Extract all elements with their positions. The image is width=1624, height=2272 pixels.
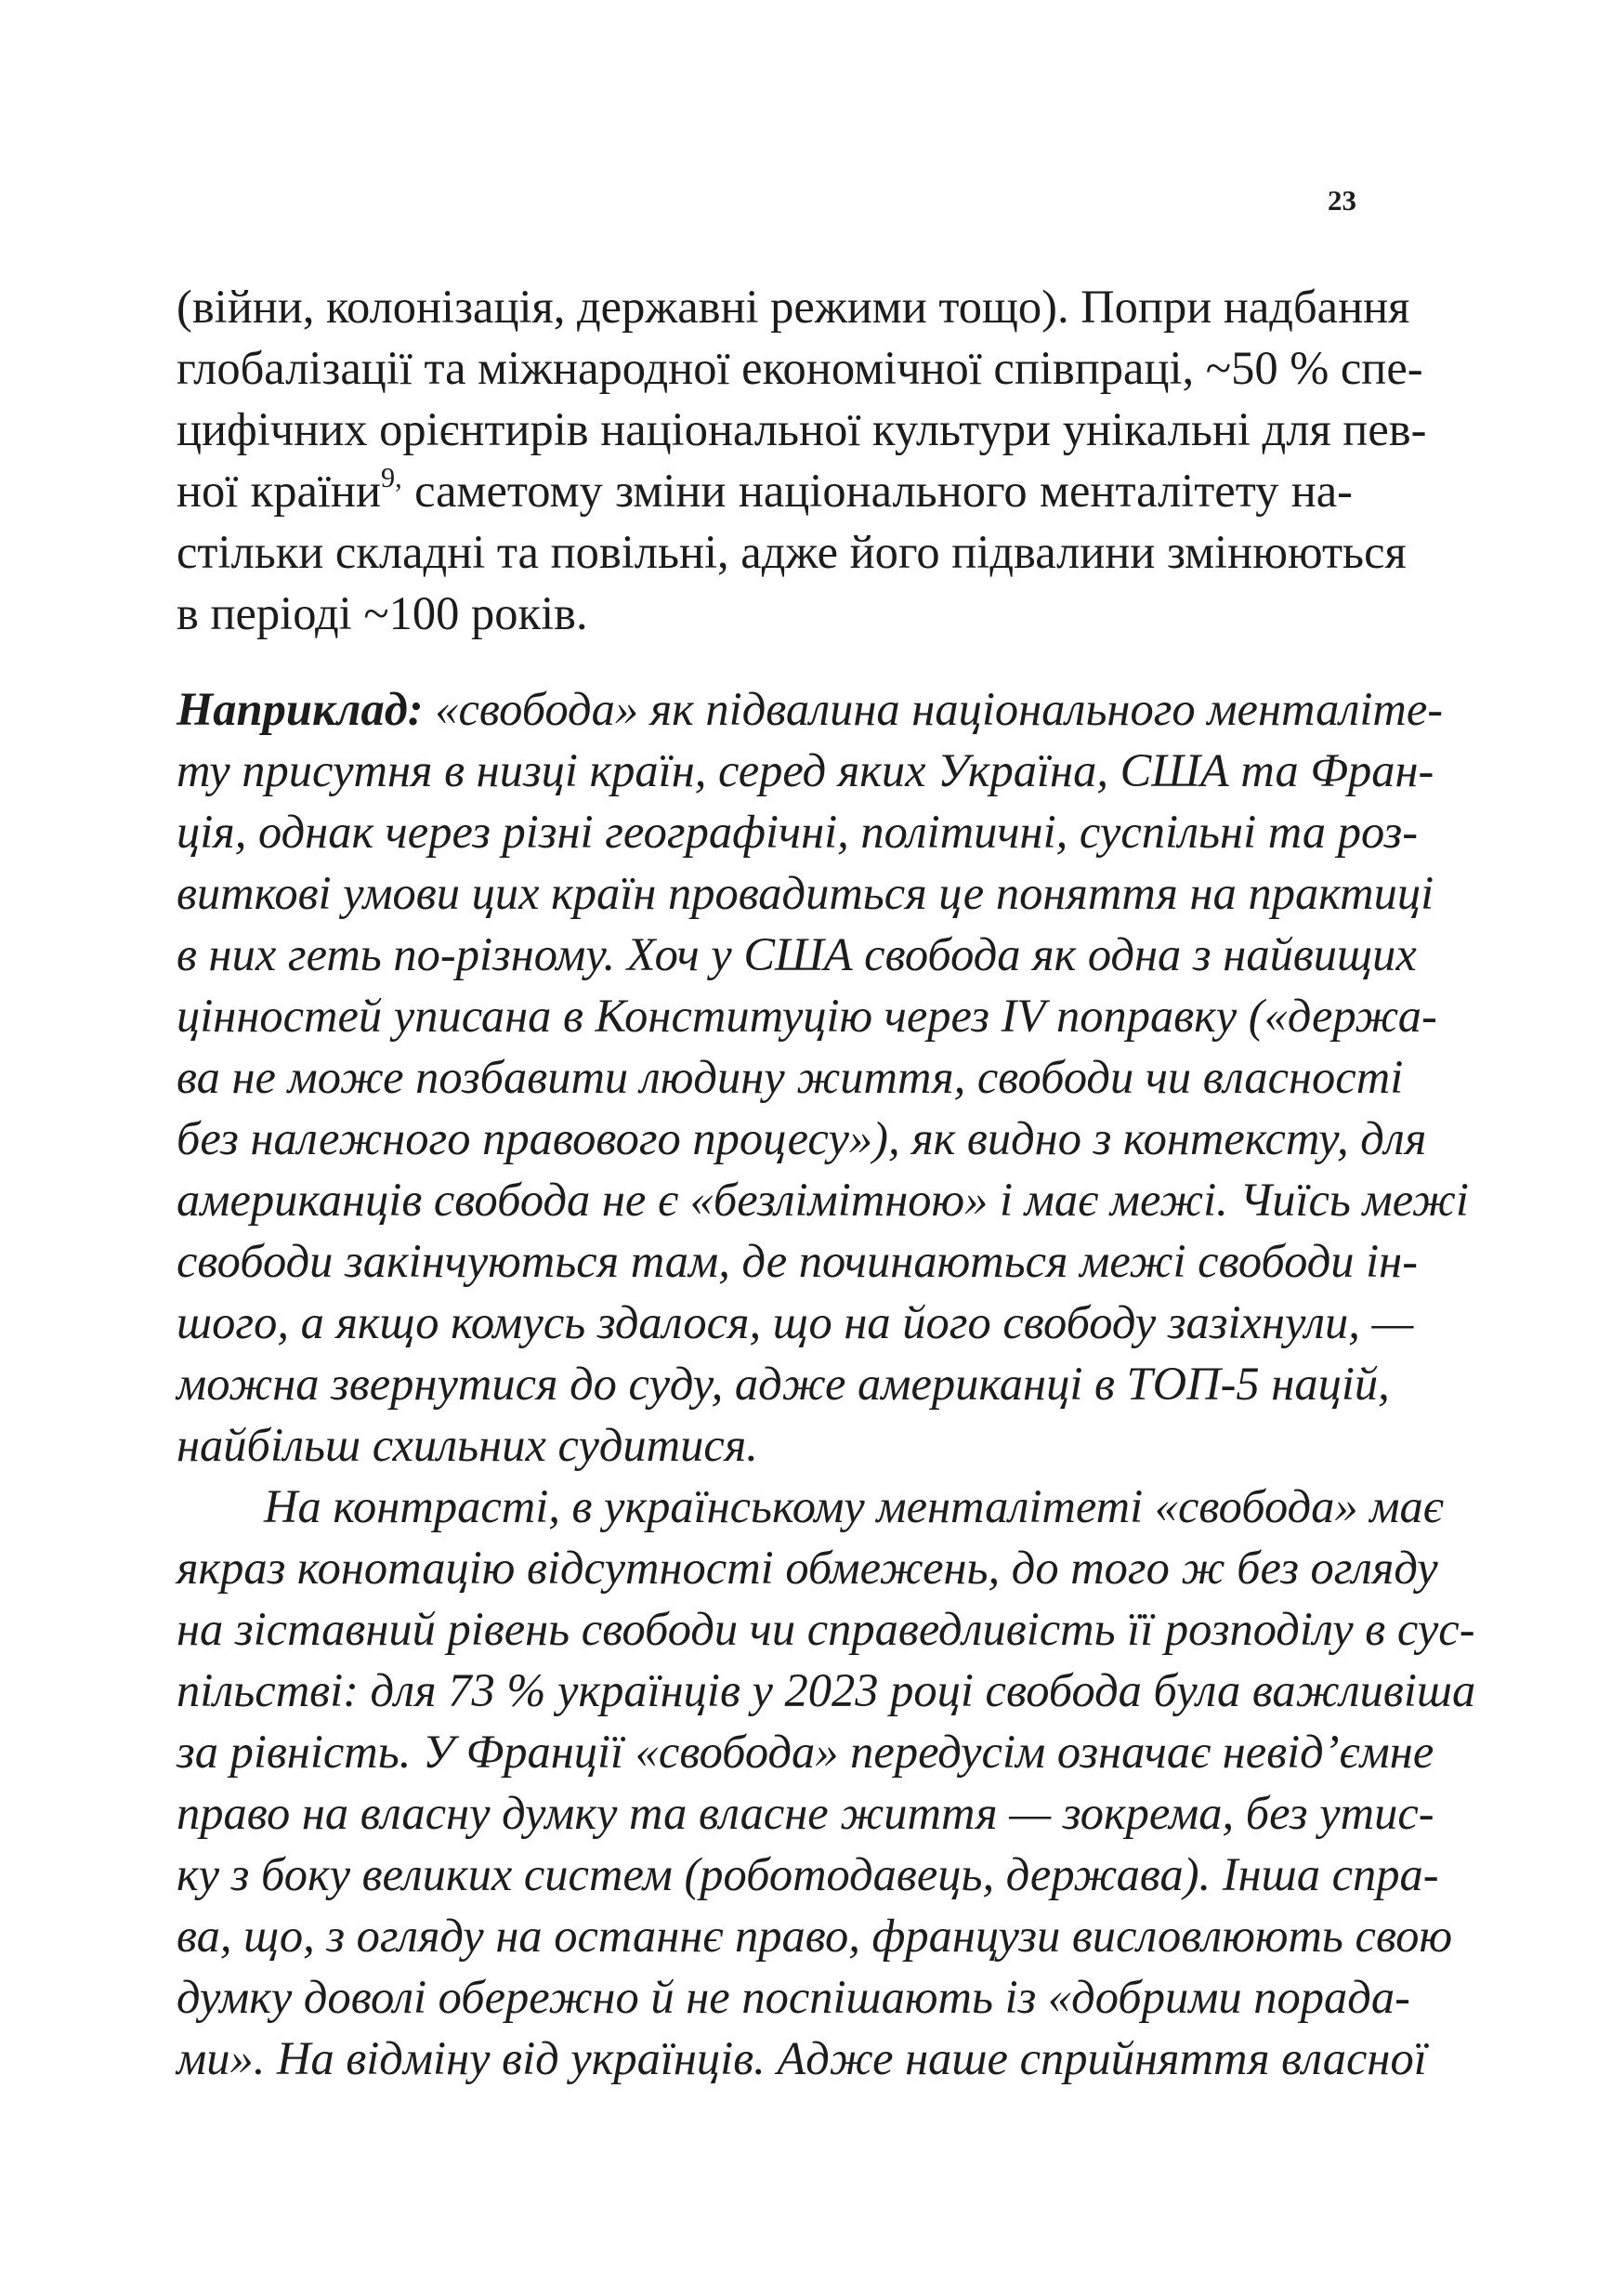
text-line-with-footnote <box>177 460 1353 521</box>
text-line <box>177 678 1444 740</box>
text-line: американців свобода не є «безлімітною» і має межі. Чиїсь межі <box>177 1174 1469 1226</box>
text-line: найбільш схильних судитися. <box>177 1419 758 1471</box>
text-line: ва не може позбавити людину життя, свободи чи власності <box>177 1051 1404 1103</box>
text-line: глобалізації та міжнародної економічної співпраці, ~50 % спе- <box>177 342 1423 394</box>
text-line: якраз конотацію відсутності обмежень, до того ж без огляду <box>177 1542 1438 1594</box>
text-fragment: саметому зміни національного менталітету на- <box>401 465 1353 517</box>
text-line: в них геть по-різному. Хоч у США свобода як одна з найвищих <box>177 928 1417 980</box>
text-line: пільстві: для 73 % українців у 2023 році свобода була важливіша <box>177 1664 1476 1716</box>
text-line: ва, що, з огляду на останнє право, французи висловлюють свою <box>177 1910 1453 1962</box>
text-line: стільки складні та повільні, адже його підвалини змінюються <box>177 526 1407 578</box>
text-line: ми». На відміну від українців. Адже наше сприйняття власної <box>177 2032 1427 2084</box>
text-line: ція, однак через різні географічні, політичні, суспільні та роз- <box>177 806 1419 858</box>
text-line: ту присутня в низці країн, серед яких Україна, США та Фран- <box>177 744 1434 796</box>
example-block <box>177 678 1476 2089</box>
example-label: Наприклад: <box>177 683 424 735</box>
text-line: в періоді ~100 років. <box>177 587 588 639</box>
page-number: 23 <box>1328 184 1356 217</box>
text-line: на зіставний рівень свободи чи справедливість її розподілу в сус- <box>177 1603 1475 1655</box>
text-line: ку з боку великих систем (роботодавець, держава). Інша спра- <box>177 1848 1439 1900</box>
body-paragraph <box>177 276 1427 644</box>
text-line: виткові умови цих країн провадиться це поняття на практиці <box>177 867 1434 919</box>
text-line: думку доволі обережно й не поспішають із «добрими порада- <box>177 1971 1410 2023</box>
text-line: шого, а якщо комусь здалося, що на його свободу зазіхнули, — <box>177 1296 1414 1348</box>
footnote-marker: 9, <box>380 461 402 493</box>
text-line: цінностей уписана в Конституцію через IV поправку («держа- <box>177 990 1437 1042</box>
text-line: (війни, колонізація, державні режими тощо). Попри надбання <box>177 281 1410 333</box>
text-line: свободи закінчуються там, де починаються межі свободи ін- <box>177 1235 1419 1287</box>
text-line: право на власну думку та власне життя — зокрема, без утис- <box>177 1787 1434 1839</box>
text-line: цифічних орієнтирів національної культури унікальні для пев- <box>177 403 1427 455</box>
text-fragment: ної країни <box>177 465 381 517</box>
text-line: за рівність. У Франції «свобода» передусім означає невід’ємне <box>177 1726 1434 1778</box>
text-line: можна звернутися до суду, адже американці в ТОП-5 націй, <box>177 1358 1390 1410</box>
text-line: без належного правового процесу»), як видно з контексту, для <box>177 1112 1427 1164</box>
text-line: На контрасті, в українському менталітеті «свобода» має <box>264 1480 1444 1532</box>
text-fragment: «свобода» як підвалина національного менталіте- <box>423 683 1444 735</box>
